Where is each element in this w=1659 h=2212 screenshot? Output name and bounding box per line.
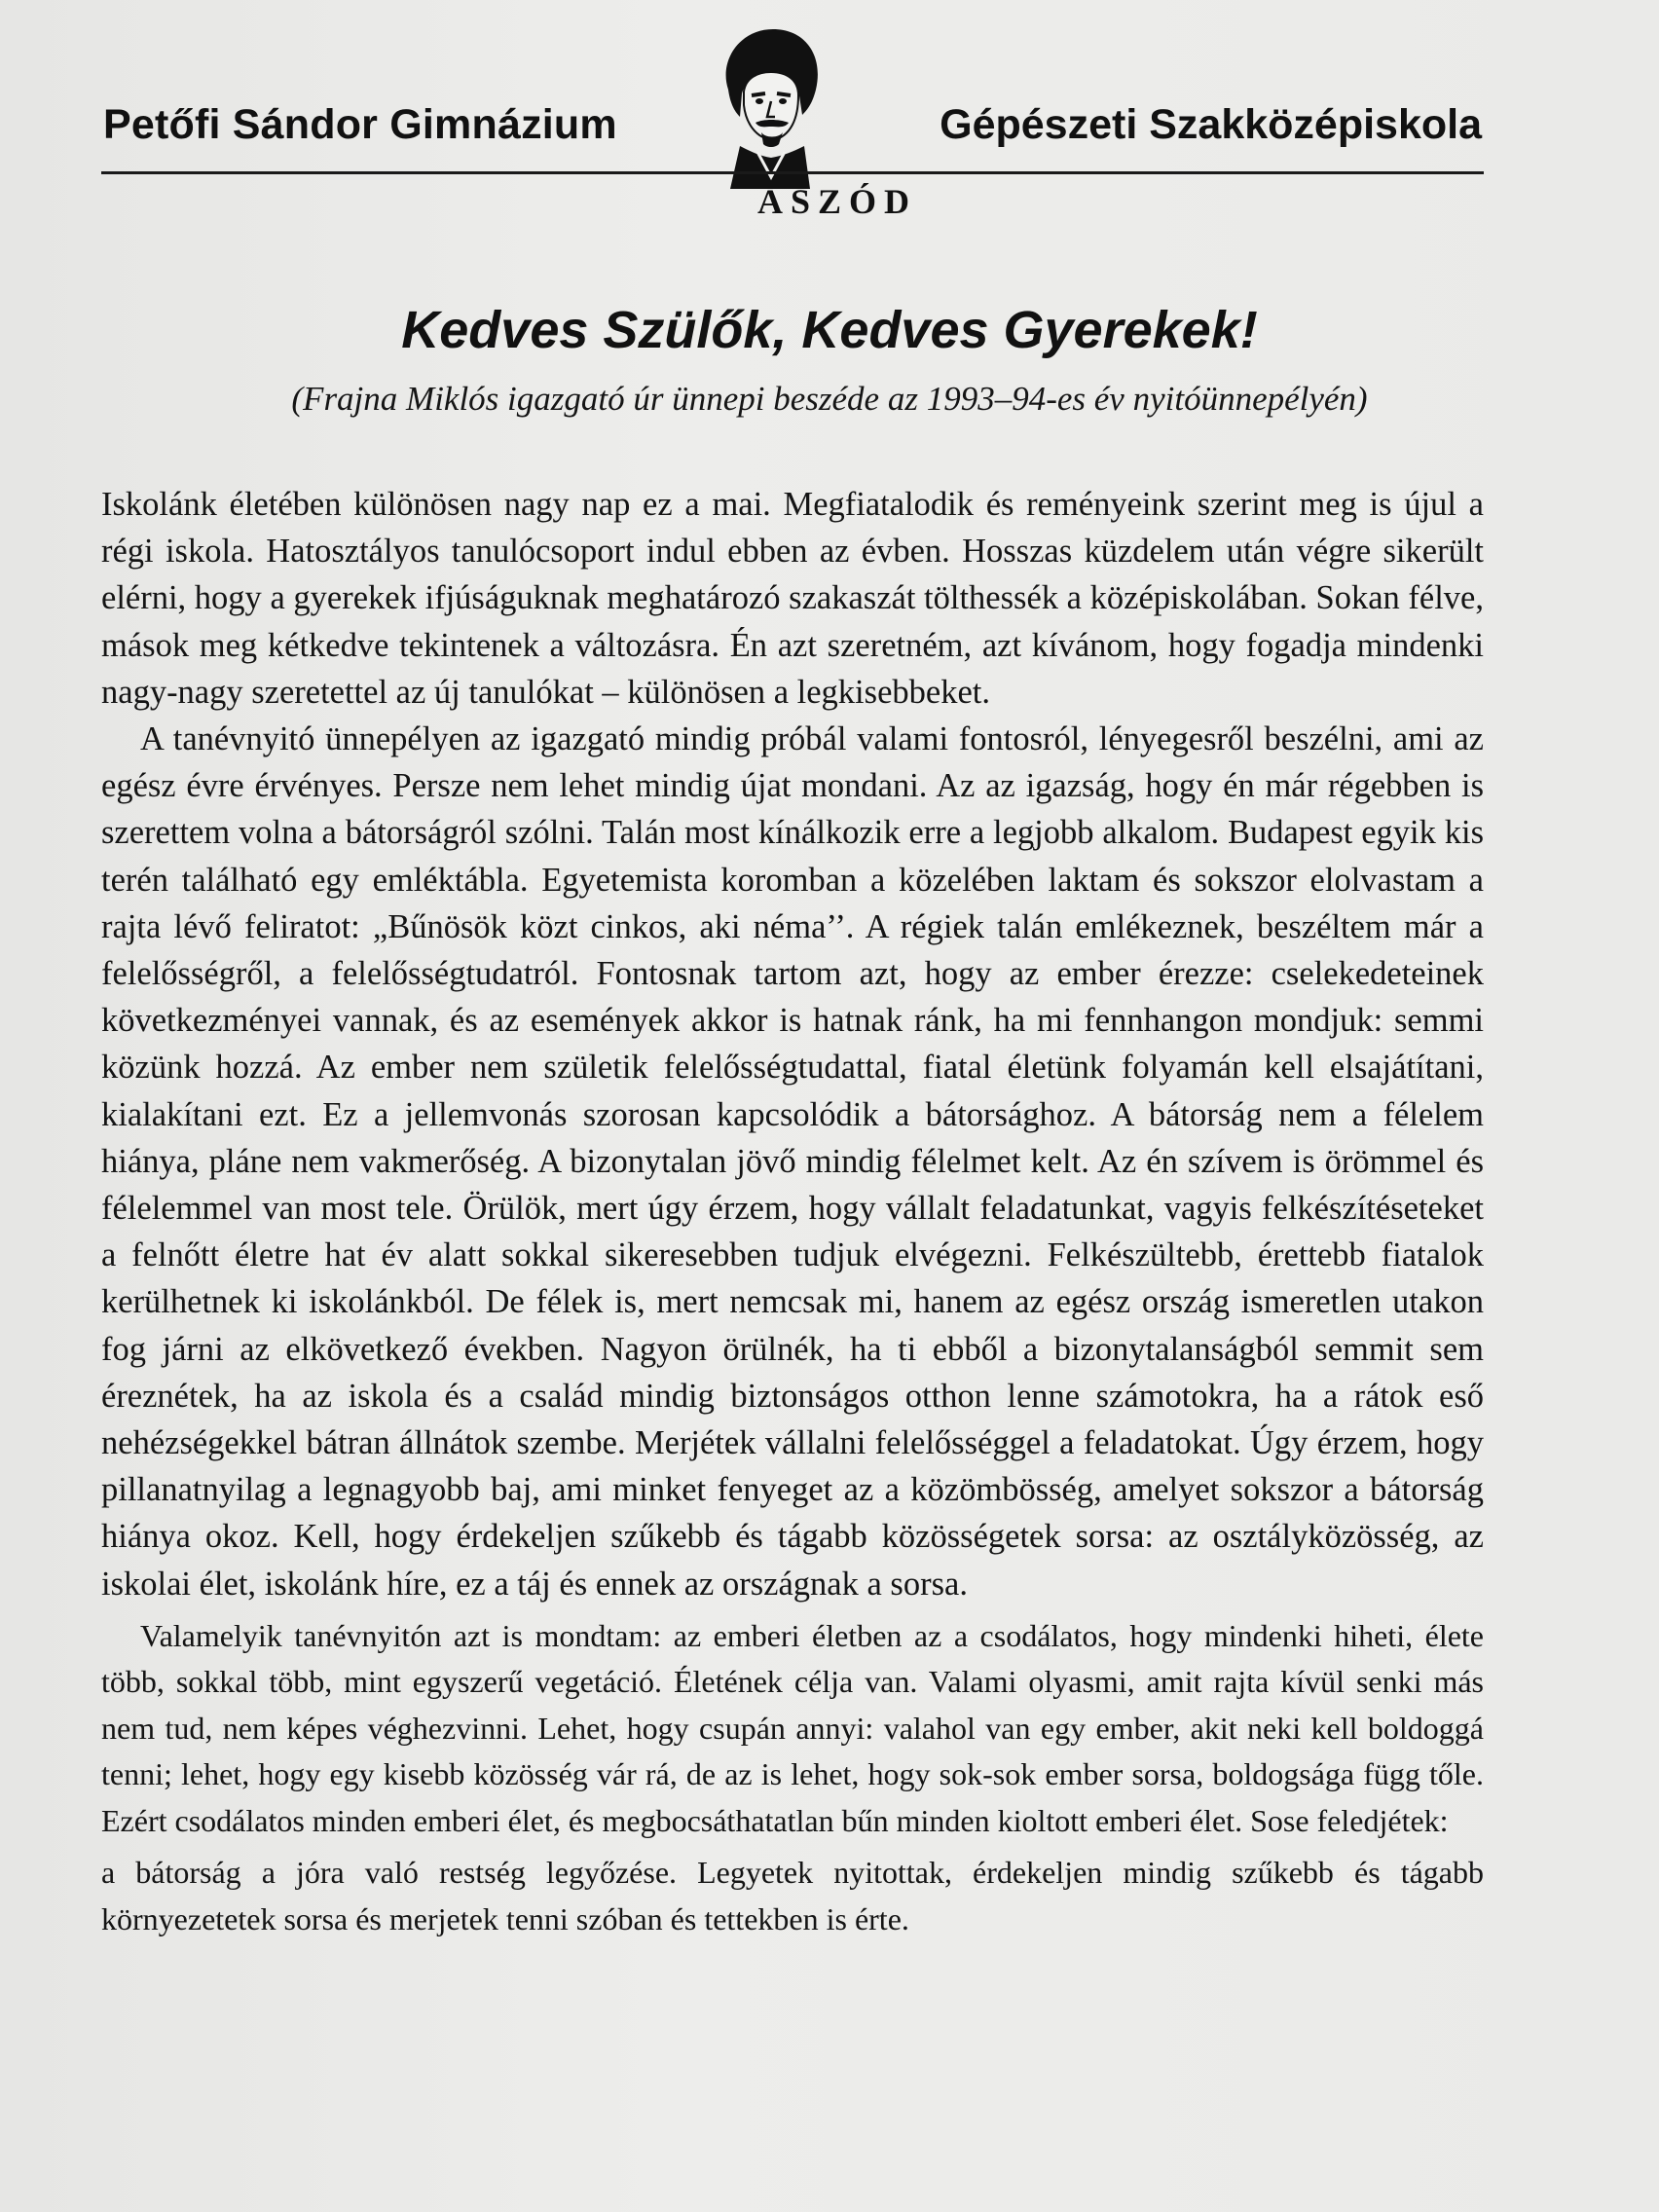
header-rule <box>101 171 1484 174</box>
school-name-left: Petőfi Sándor Gimnázium <box>103 101 617 148</box>
paragraph-3: Valamelyik tanévnyitón azt is mondtam: az emberi életben az a csodálatos, hogy mindenki hiheti, élete több, sokkal több, mint egyszerű vegetáció. Életének célja van. Valami olyasmi, amit rajta kívül senki más nem tud, nem képes véghezvinni. Lehet, hogy csupán annyi: valahol van egy ember, akit neki kell boldoggá tenni; lehet, hogy egy kisebb közösség vár rá, de az is lehet, hogy sok-sok ember sorsa, boldogsága függ tőle. Ezért csodálatos minden emberi élet, és megbocsáthatatlan bűn minden kioltott emberi élet. Sose feledjétek: <box>101 1617 1484 1838</box>
paragraph-1: Iskolánk életében különösen nagy nap ez a mai. Megfiatalodik és reményeink szerint meg is újul a régi iskola. Hatosztályos tanulócsoport indul ebben az évben. Hosszas küzdelem után végre sikerült elérni, hogy a gyerekek ifjúságuknak meghatározó szakaszát tölthessék a középiskolában. Sokan félve, mások meg kétkedve tekintenek a változásra. Én azt szeretném, azt kívánom, hogy fogadja mindenki nagy-nagy szeretettel az új tanulókat – különösen a legkisebbeket. <box>101 486 1484 711</box>
town-name: ASZÓD <box>756 182 918 221</box>
petofi-portrait-icon <box>701 21 837 189</box>
article-subtitle: (Frajna Miklós igazgató úr ünnepi beszéde az 1993–94-es év nyitóünnepélyén) <box>291 380 1368 418</box>
paragraph-4: a bátorság a jóra való restség legyőzése. Legyetek nyitottak, érdekeljen mindig szűkebb és tágabb környezetetek sorsa és merjetek tenni szóban és tettekben is érte. <box>101 1855 1484 1936</box>
article-title: Kedves Szülők, Kedves Gyerekek! <box>401 301 1258 359</box>
school-name-right: Gépészeti Szakközépiskola <box>940 101 1482 148</box>
article-body <box>101 481 1484 1942</box>
paragraph-2: A tanévnyitó ünnepélyen az igazgató mindig próbál valami fontosról, lényegesről beszélni, ami az egész évre érvényes. Persze nem lehet mindig újat mondani. Az az igazság, hogy én már régebben is szerettem volna a bátorságról szólni. Talán most kínálkozik erre a legjobb alkalom. Budapest egyik kis terén található egy emléktábla. Egyetemista koromban a közelében laktam és sokszor elolvastam a rajta lévő feliratot: „Bűnösök közt cinkos, aki néma’’. A régiek talán emlékeznek, beszéltem már a felelősségről, a felelősségtudatról. Fontosnak tartom azt, hogy az ember érezze: cselekedeteinek következményei vannak, és az események akkor is hatnak ránk, ha mi fennhangon mondjuk: semmi közünk hozzá. Az ember nem születik felelősségtudattal, fiatal életünk folyamán kell elsajátítani, kialakítani ezt. Ez a jellemvonás szorosan kapcsolódik a bátorsághoz. A bátorság nem a félelem hiánya, pláne nem vakmerőség. A bizonytalan jövő mindig félelmet kelt. Az én szívem is örömmel és félelemmel van most tele. Örülök, mert úgy érzem, hogy vállalt feladatunkat, vagyis felkészítéseteket a felnőtt életre hat év alatt sokkal sikeresebben tudjuk elvégezni. Felkészültebb, érettebb fiatalok kerülhetnek ki iskolánkból. De félek is, mert nemcsak mi, hanem az egész ország ismeretlen utakon fog járni az elkövetkező években. Nagyon örülnék, ha ti ebből a bizonytalanságból semmit sem éreznétek, ha az iskola és a család mindig biztonságos otthon lenne számotokra, ha a rátok eső nehézségekkel bátran állnátok szembe. Merjétek vállalni felelősséggel a feladatokat. Úgy érzem, hogy pillanatnyilag a legnagyobb baj, ami minket fenyeget az a közömbösség, amelyet sokszor a bátorság hiánya okoz. Kell, hogy érdekeljen szűkebb és tágabb közösségetek sorsa: az osztályközösség, az iskolai élet, iskolánk híre, ez a táj és ennek az országnak a sorsa. <box>101 720 1484 1603</box>
